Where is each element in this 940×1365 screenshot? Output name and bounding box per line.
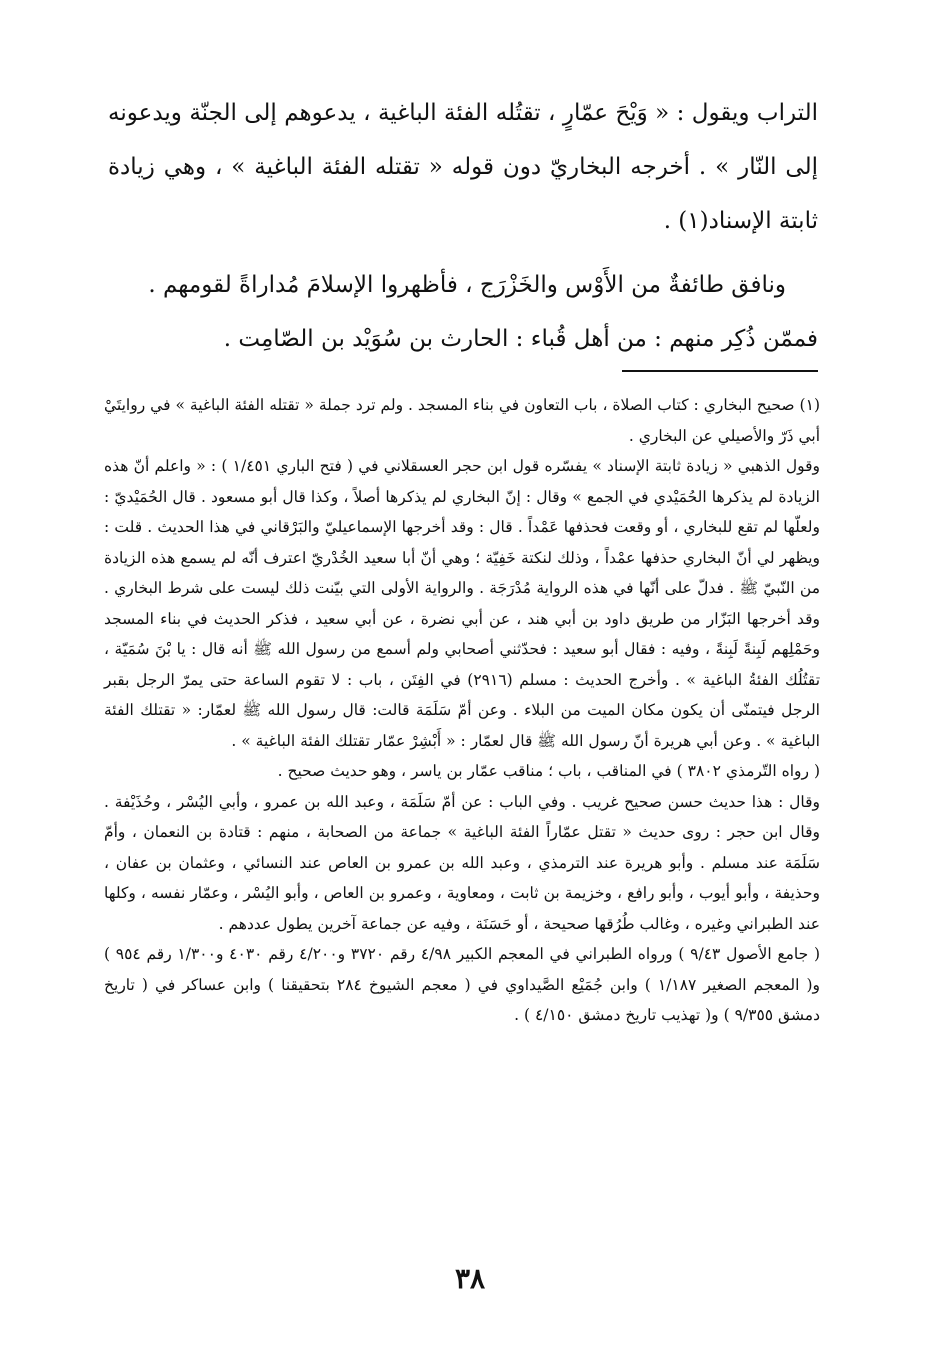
footnote-chains: وقال : هذا حديث حسن صحيح غريب . وفي الباب : عن أمّ سَلَمَة ، وعبد الله بن عمرو ، وأبي اليُسْر ، وحُذَيْفة . وقال ابن حجر : روى حديث « تقتل عمّاراً الفئة الباغية » جماعة من الصحابة ، منهم : قتادة بن النعمان ، وأمّ سَلَمَة عند مسلم . وأبو هريرة عند الترمذي ، وعبد الله بن عمرو بن العاص عند النسائي ، وعثمان بن عفان ، وحذيفة ، وأبو أيوب ، وأبو رافع ، وخزيمة بن ثابت ، ومعاوية ، وعمرو بن العاص ، وأبو اليُسْر ، وعمّار نفسه ، وكلها عند الطبراني وغيره ، وغالب طُرُقها صحيحة ، أو حَسَنَة ، وفيه عن جماعة آخرين يطول عددهم .: [104, 792, 820, 933]
main-paragraph-2: ونافق طائفةٌ من الأَوْس والخَزْرَج ، فأظهروا الإسلامَ مُداراةً لقومهم .: [148, 272, 786, 298]
main-text: [108, 86, 818, 366]
page-number: ٣٨: [454, 1262, 486, 1295]
footnote-ibn-hajar-commentary: وقول الذهبي « زيادة ثابتة الإسناد » يفسّره قول ابن حجر العسقلاني في ( فتح الباري ١/٤٥١ ) : « واعلم أنّ هذه الزيادة لم يذكرها الحُمَيْدي في الجمع » وقال : إنّ البخاري لم يذكرها أصلاً ، وكذا قال أبو مسعود . قال الحُمَيْديّ : ولعلّها لم تقع للبخاري ، أو وقعت فحذفها عَمْداً . قال : وقد أخرجها الإسماعيليّ والبَرْقاني في هذا الحديث . قلت : ويظهر لي أنّ البخاري حذفها عمْداً ، وذلك لنكتة خَفِيّة ؛ وهي أنّ أبا سعيد الخُدْريّ اعترف أنّه لم يسمع هذه الزيادة من النّبيّ ﷺ . فدلّ على أنّها في هذه الرواية مُدْرَجَة . والرواية الأولى التي بيّنت ذلك ليست على شرط البخاري . وقد أخرجها البَزّار من طريق داود بن أبي هند ، عن أبي نضرة ، عن أبي سعيد ، فذكر الحديث في بناء المسجد وحَمْلِهم لَبِنةً لَبِنةً ، وفيه : فقال أبو سعيد : فحدّثني أصحابي ولم أسمع من رسول الله ﷺ أنه قال : يا بْنَ سُمَيّة ، تقتُلُك الفئةُ الباغية » . وأخرج الحديث : مسلم (٢٩١٦) في الفِتَن ، باب : لا تقوم الساعة حتى يمرّ الرجل بقبر الرجل فيتمنّى أن يكون مكان الميت من البلاء . وعن أمّ سَلَمَة قالت: قال رسول الله ﷺ لعمّار: « تقتلك الفئة الباغية » . وعن أبي هريرة أنّ رسول الله ﷺ قال لعمّار : « أَبْشِرْ عمّار تقتلك الفئة الباغية » .: [104, 457, 821, 750]
footnote-1: (١) صحيح البخاري : كتاب الصلاة ، باب التعاون في بناء المسجد . ولم ترد جملة « تقتله الفئة الباغية » في روايتَيْ أبي ذَرّ والأصيلي عن البخاري .: [104, 396, 820, 445]
footnotes: [104, 390, 820, 1031]
main-paragraph-3: فممّن ذُكِر منهم : من أهل قُباء : الحارث بن سُوَيْد بن الصّامِت .: [223, 326, 818, 352]
main-paragraph-1: التراب ويقول : « وَيْحَ عمّارٍ ، تقتُله الفئة الباغية ، يدعوهم إلى الجنّة ويدعونه إلى النّار » . أخرجه البخاريّ دون قوله « تقتله الفئة الباغية » ، وهي زيادة ثابتة الإسناد(١) .: [108, 100, 818, 234]
footnote-tirmidhi: ( رواه التّرمذي ٣٨٠٢ ) في المناقب ، باب ؛ مناقب عمّار بن ياسر ، وهو حديث صحيح .: [277, 762, 820, 780]
footnote-sources: ( جامع الأصول ٩/٤٣ ) ورواه الطبراني في المعجم الكبير ٤/٩٨ رقم ٣٧٢٠ و٤/٢٠٠ رقم ٤٠٣٠ و١/٣٠٠ رقم ٩٥٤ ) و( المعجم الصغير ١/١٨٧ ) وابن جُمَيْع الصَّيداوي في ( معجم الشيوخ ٢٨٤ بتحقيقنا ) وابن عساكر في ( تاريخ دمشق ٩/٣٥٥ ) و( تهذيب تاريخ دمشق ٤/١٥٠ ) .: [104, 945, 820, 1024]
footnote-separator: [622, 370, 818, 372]
